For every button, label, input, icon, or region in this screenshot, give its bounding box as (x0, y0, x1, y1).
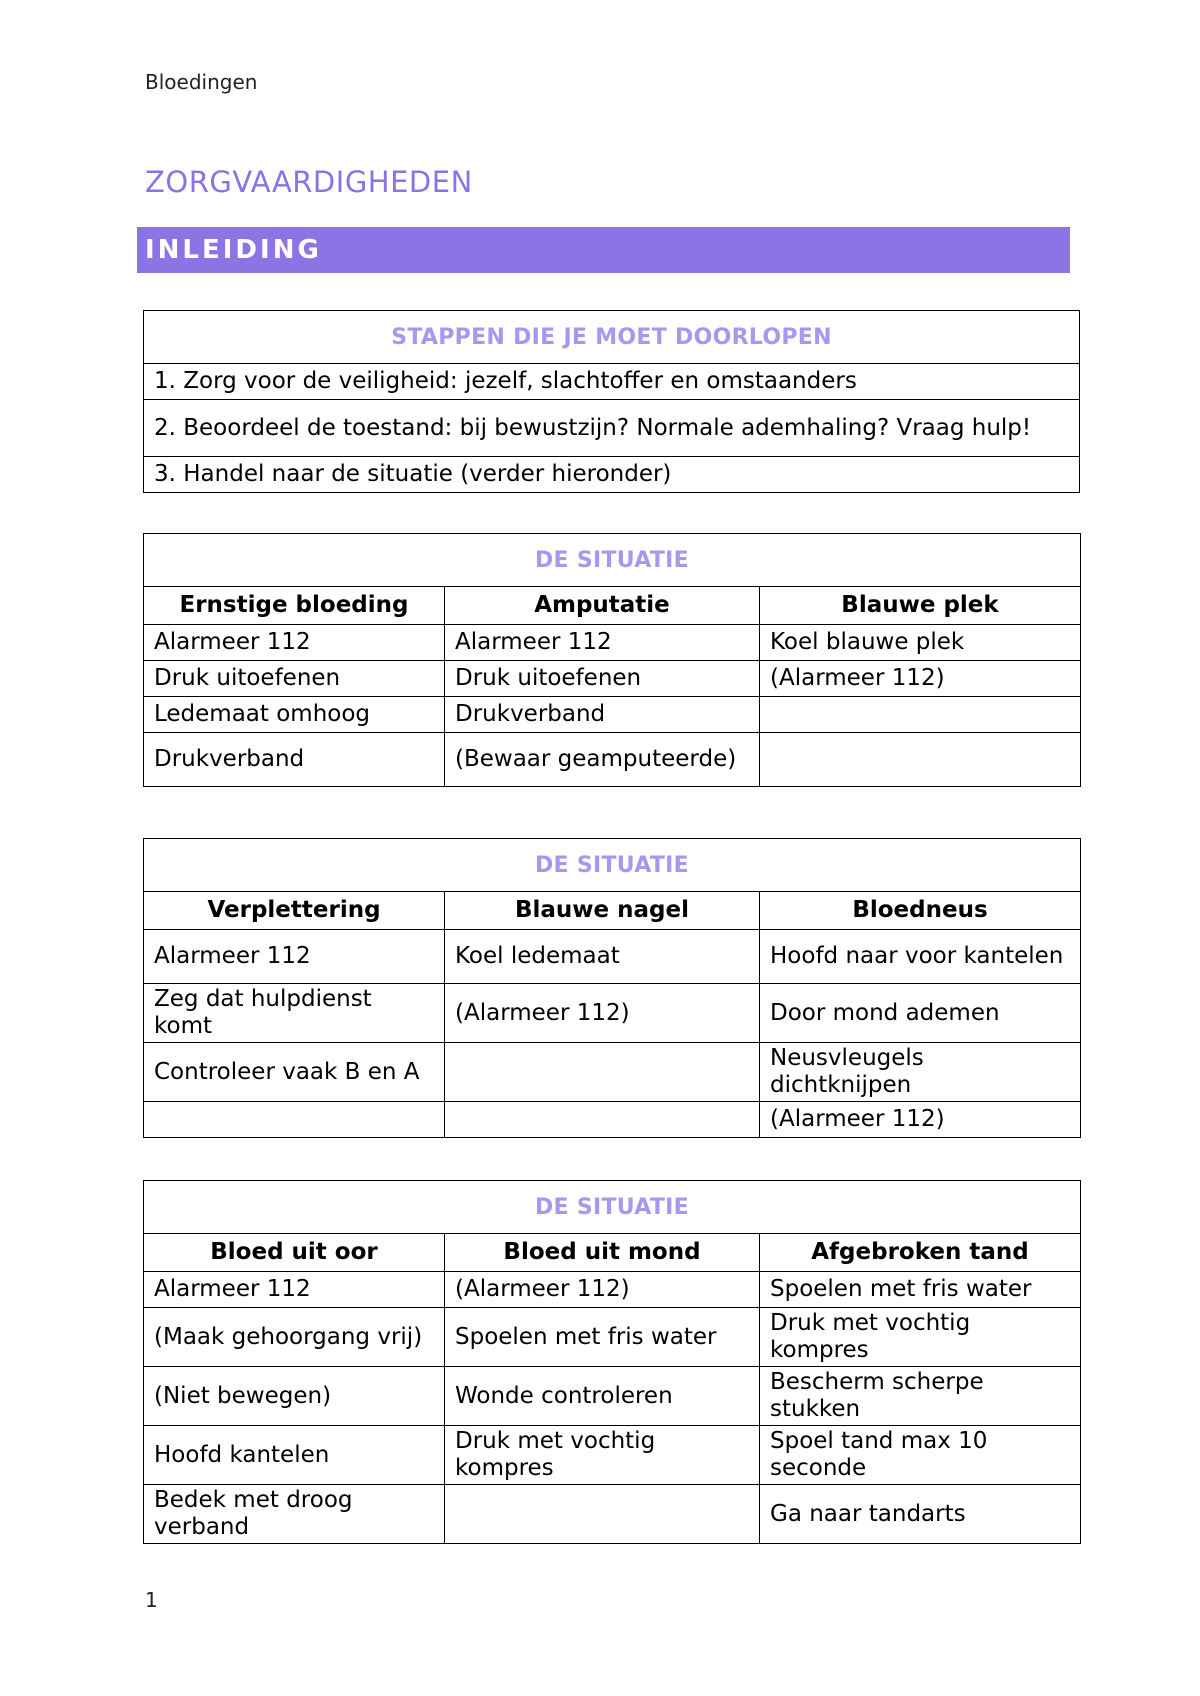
table-row (144, 930, 1081, 984)
table-cell: Druk met vochtig kompres (445, 1426, 760, 1485)
situation-table (143, 1180, 1081, 1544)
document-title: ZORGVAARDIGHEDEN (145, 165, 473, 199)
column-header: Bloed uit oor (144, 1234, 445, 1272)
table-cell: Drukverband (445, 697, 760, 733)
table-cell: Controleer vaak B en A (144, 1043, 445, 1102)
situation-table (143, 838, 1081, 1138)
steps-table (143, 310, 1080, 493)
table-cell: Hoofd kantelen (144, 1426, 445, 1485)
step-item: 1. Zorg voor de veiligheid: jezelf, slachtoffer en omstaanders (144, 364, 1080, 400)
steps-caption: STAPPEN DIE JE MOET DOORLOPEN (144, 311, 1080, 364)
table-cell: Ga naar tandarts (760, 1485, 1081, 1544)
table-cell: Druk met vochtig kompres (760, 1308, 1081, 1367)
table-cell (445, 1043, 760, 1102)
table-cell: Spoelen met fris water (445, 1308, 760, 1367)
section-heading: INLEIDING (137, 227, 1070, 273)
page-number: 1 (145, 1588, 158, 1612)
page-header: Bloedingen (145, 70, 258, 94)
table-cell: Neusvleugels dichtknijpen (760, 1043, 1081, 1102)
column-header: Ernstige bloeding (144, 587, 445, 625)
table-cell (445, 1485, 760, 1544)
table-cell: (Alarmeer 112) (445, 984, 760, 1043)
table-cell: Alarmeer 112 (144, 930, 445, 984)
table-cell: Zeg dat hulpdienst komt (144, 984, 445, 1043)
column-header: Blauwe plek (760, 587, 1081, 625)
table-cell: Druk uitoefenen (144, 661, 445, 697)
step-item: 3. Handel naar de situatie (verder hieronder) (144, 457, 1080, 493)
table-row (144, 1426, 1081, 1485)
table-cell: Bedek met droog verband (144, 1485, 445, 1544)
table-cell: (Alarmeer 112) (760, 661, 1081, 697)
table-cell: (Maak gehoorgang vrij) (144, 1308, 445, 1367)
column-header: Bloed uit mond (445, 1234, 760, 1272)
table-cell: Door mond ademen (760, 984, 1081, 1043)
column-header: Blauwe nagel (445, 892, 760, 930)
situation-caption: DE SITUATIE (144, 1181, 1081, 1234)
table-cell: Alarmeer 112 (144, 625, 445, 661)
table-cell (144, 1102, 445, 1138)
table-cell: Spoelen met fris water (760, 1272, 1081, 1308)
column-header: Bloedneus (760, 892, 1081, 930)
table-cell (760, 733, 1081, 787)
table-row (144, 733, 1081, 787)
table-row (144, 1043, 1081, 1102)
table-cell: (Niet bewegen) (144, 1367, 445, 1426)
table-cell (445, 1102, 760, 1138)
column-header: Amputatie (445, 587, 760, 625)
table-row (144, 661, 1081, 697)
table-cell: Wonde controleren (445, 1367, 760, 1426)
situation-table (143, 533, 1081, 787)
table-cell: Koel blauwe plek (760, 625, 1081, 661)
table-row (144, 625, 1081, 661)
step-item: 2. Beoordeel de toestand: bij bewustzijn? Normale ademhaling? Vraag hulp! (144, 400, 1080, 457)
table-row (144, 1367, 1081, 1426)
table-row (144, 1308, 1081, 1367)
table-cell: (Bewaar geamputeerde) (445, 733, 760, 787)
situation-caption: DE SITUATIE (144, 839, 1081, 892)
table-row (144, 1102, 1081, 1138)
table-cell: Ledemaat omhoog (144, 697, 445, 733)
table-cell: Koel ledemaat (445, 930, 760, 984)
table-cell: Alarmeer 112 (144, 1272, 445, 1308)
table-row (144, 1485, 1081, 1544)
table-cell: Druk uitoefenen (445, 661, 760, 697)
table-cell: Spoel tand max 10 seconde (760, 1426, 1081, 1485)
table-cell: Drukverband (144, 733, 445, 787)
table-cell: Bescherm scherpe stukken (760, 1367, 1081, 1426)
table-cell: Alarmeer 112 (445, 625, 760, 661)
table-row (144, 984, 1081, 1043)
situation-caption: DE SITUATIE (144, 534, 1081, 587)
table-cell: (Alarmeer 112) (445, 1272, 760, 1308)
table-cell: Hoofd naar voor kantelen (760, 930, 1081, 984)
column-header: Afgebroken tand (760, 1234, 1081, 1272)
table-row (144, 1272, 1081, 1308)
table-cell: (Alarmeer 112) (760, 1102, 1081, 1138)
column-header: Verplettering (144, 892, 445, 930)
table-row (144, 697, 1081, 733)
table-cell (760, 697, 1081, 733)
